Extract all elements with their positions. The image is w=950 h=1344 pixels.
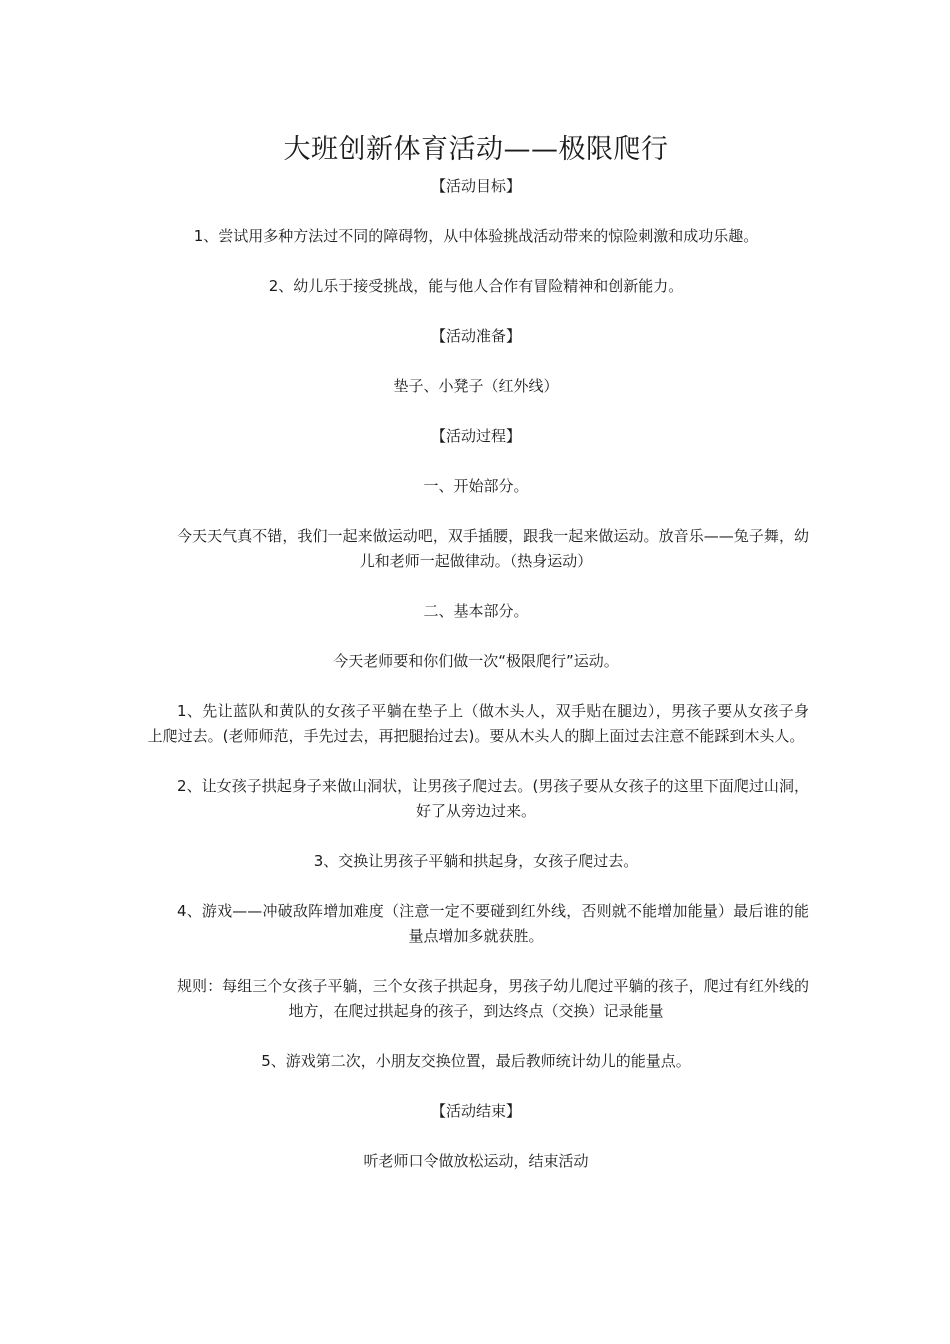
part-heading-basic: 二、基本部分。 [423, 602, 529, 620]
goal-item-1: 1、尝试用多种方法过不同的障碍物，从中体验挑战活动带来的惊险刺激和成功乐趣。 [193, 227, 759, 245]
section-heading-process: 【活动过程】 [430, 427, 521, 445]
step-3-text: 3、交换让男孩子平躺和拱起身，女孩子爬过去。 [313, 852, 639, 870]
preparation-text: 垫子、小凳子（红外线） [393, 377, 559, 395]
document-page [143, 132, 809, 1199]
basic-part-intro: 今天老师要和你们做一次“极限爬行”运动。 [333, 652, 619, 670]
section-heading-preparation: 【活动准备】 [430, 327, 521, 345]
step-4-text: 4、游戏——冲破敌阵增加难度（注意一定不要碰到红外线，否则就不能增加能量）最后谁的能量点增加多就获胜。 [177, 902, 809, 945]
step-5-text: 5、游戏第二次，小朋友交换位置，最后教师统计幼儿的能量点。 [261, 1052, 691, 1070]
goal-item-2: 2、幼儿乐于接受挑战，能与他人合作有冒险精神和创新能力。 [268, 277, 684, 295]
section-heading-end: 【活动结束】 [430, 1102, 521, 1120]
step-1-text: 1、先让蓝队和黄队的女孩子平躺在垫子上（做木头人，双手贴在腿边），男孩子要从女孩子身上爬过去。(老师师范，手先过去，再把腿抬过去)。要从木头人的脚上面过去注意不能踩到木头人。 [147, 702, 809, 745]
rules-text: 规则：每组三个女孩子平躺，三个女孩子拱起身，男孩子幼儿爬过平躺的孩子，爬过有红外线的地方，在爬过拱起身的孩子，到达终点（交换）记录能量 [177, 977, 809, 1020]
step-2-text: 2、让女孩子拱起身子来做山洞状，让男孩子爬过去。(男孩子要从女孩子的这里下面爬过山洞，好了从旁边过来。 [177, 777, 809, 820]
start-part-text: 今天天气真不错，我们一起来做运动吧，双手插腰，跟我一起来做运动。放音乐——兔子舞，幼儿和老师一起做律动。（热身运动） [177, 527, 809, 570]
section-heading-goals: 【活动目标】 [430, 177, 521, 195]
end-text: 听老师口令做放松运动，结束活动 [363, 1152, 589, 1170]
document-title: 大班创新体育活动——极限爬行 [283, 134, 669, 165]
part-heading-start: 一、开始部分。 [423, 477, 529, 495]
